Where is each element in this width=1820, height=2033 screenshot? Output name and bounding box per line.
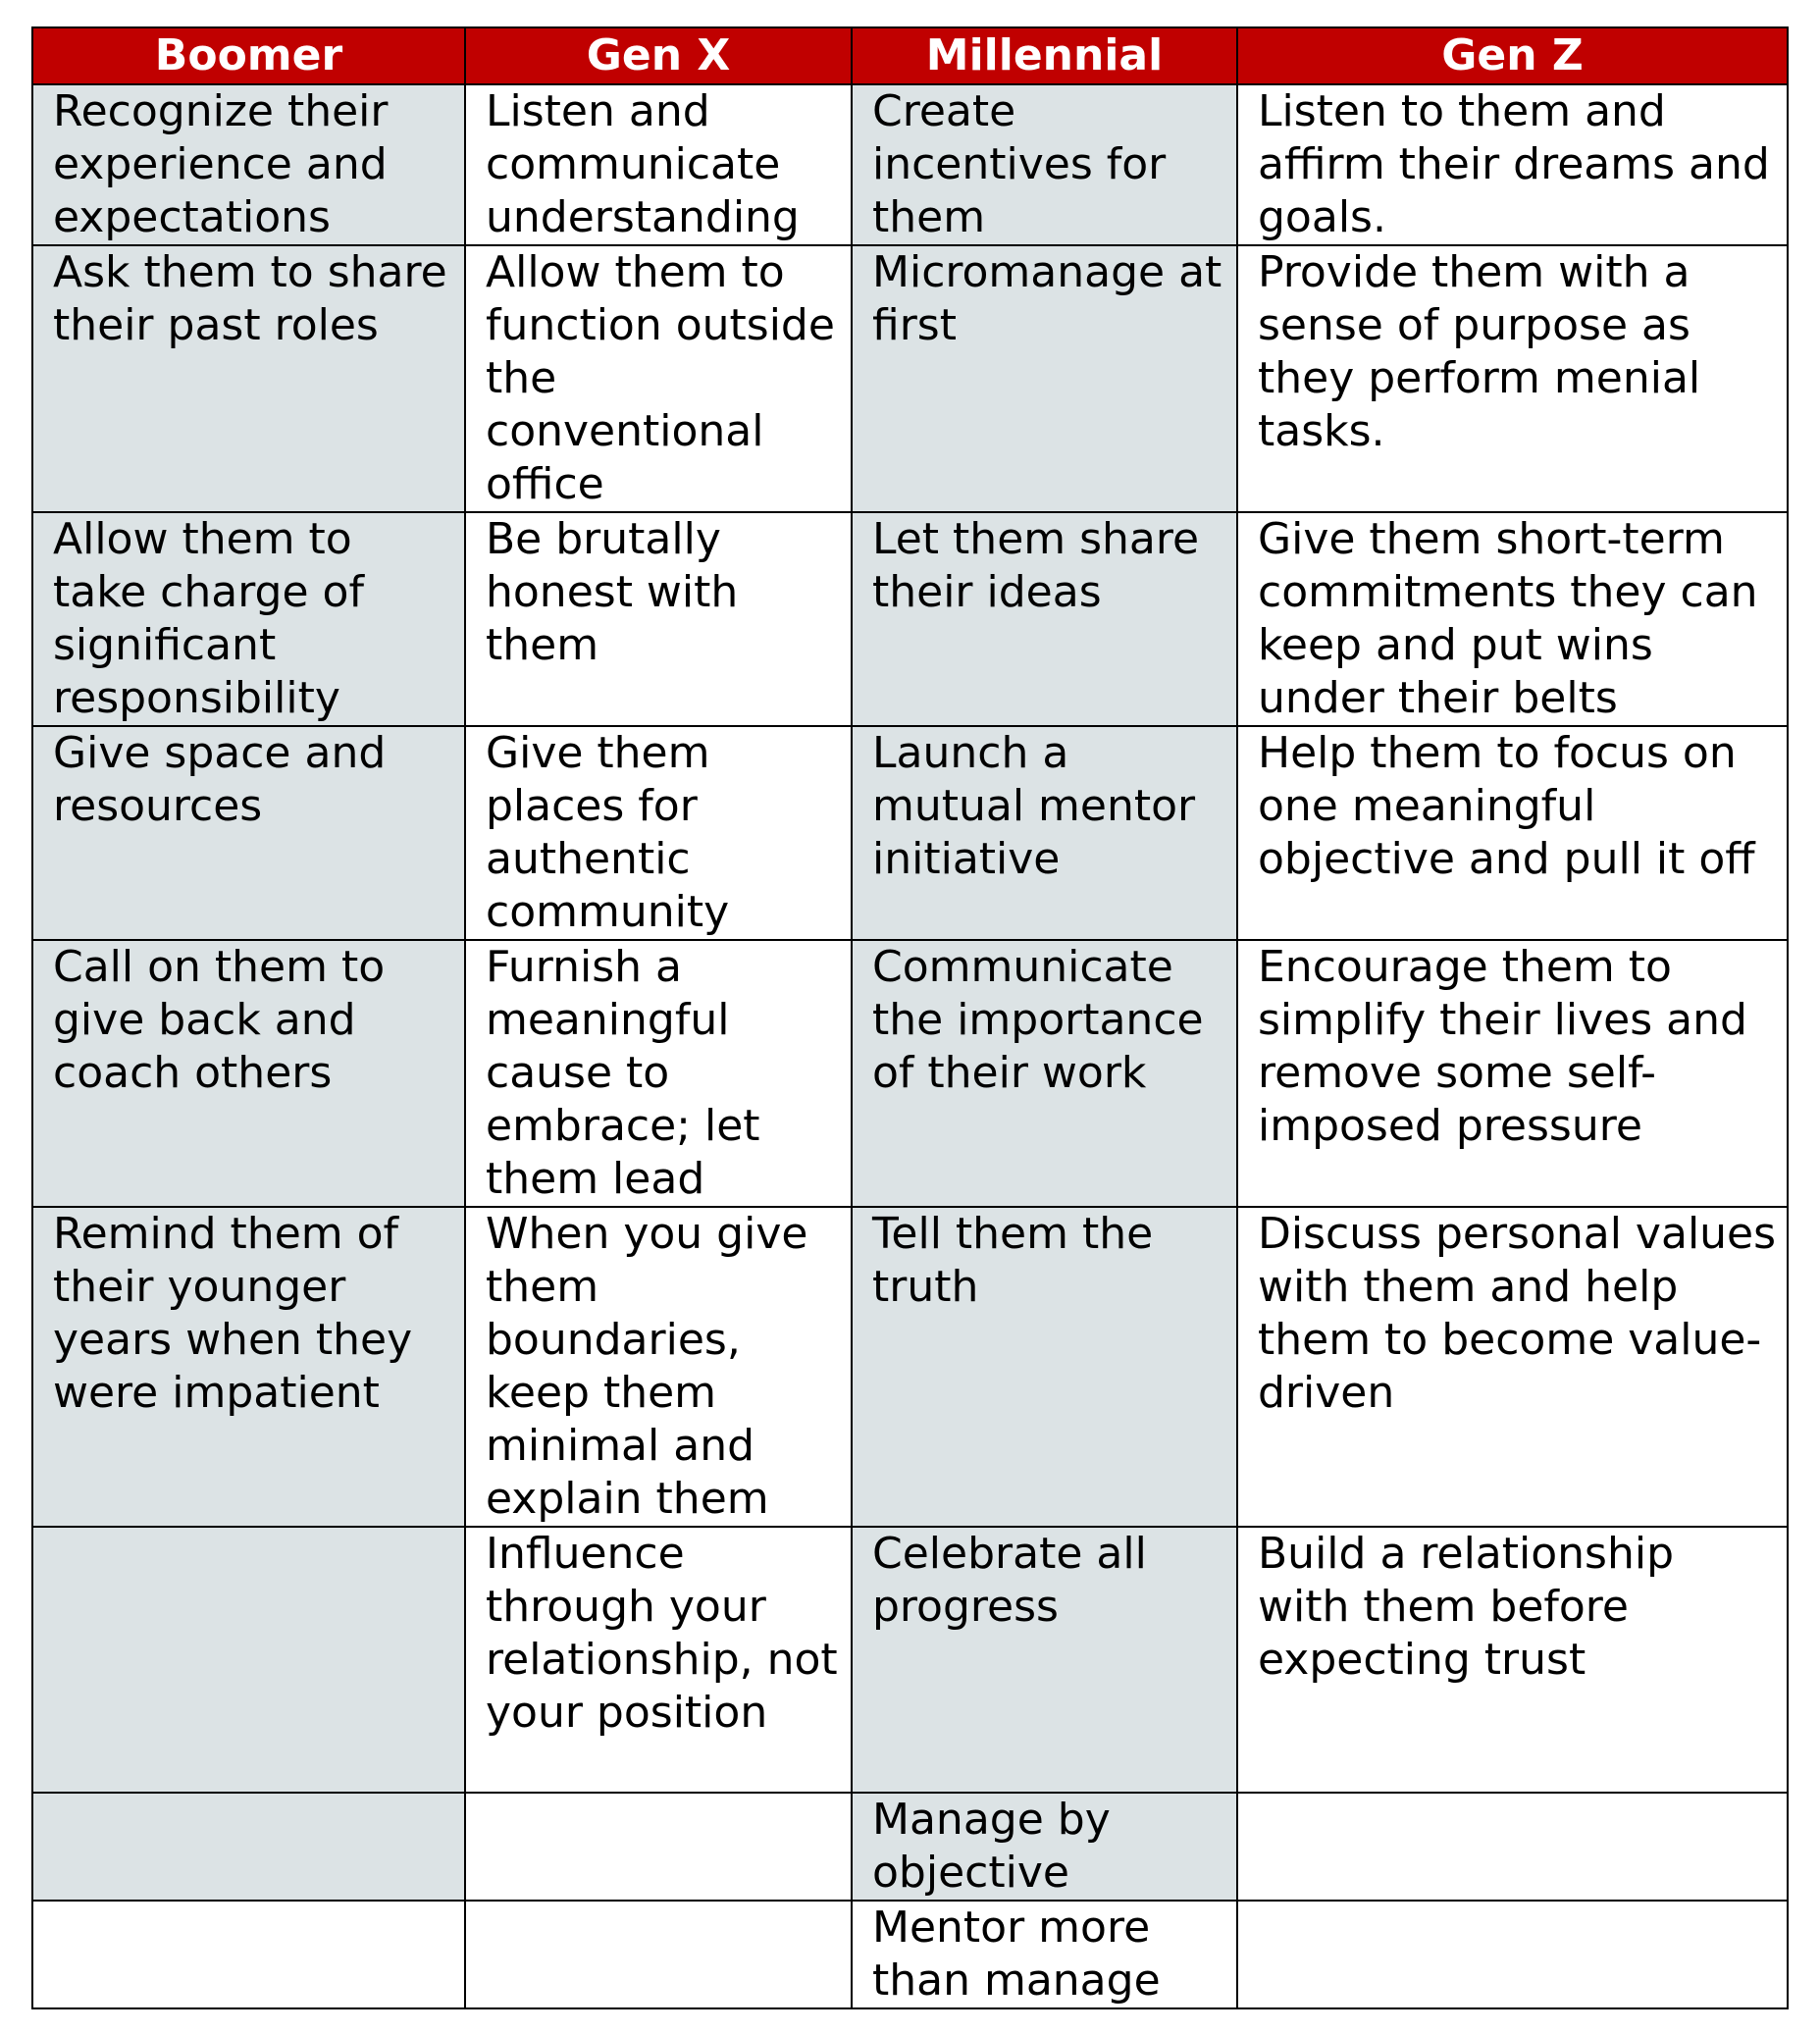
header-millennial: Millennial	[852, 27, 1237, 84]
table-row	[32, 84, 1788, 245]
cell-boomer	[32, 1793, 465, 1901]
table-row	[32, 940, 1788, 1207]
cell-millennial: Tell them the truth	[852, 1207, 1237, 1527]
cell-gen-z: Build a relationship with them before expecting trust	[1237, 1527, 1788, 1793]
table-row	[32, 1207, 1788, 1527]
cell-millennial: Manage by objective	[852, 1793, 1237, 1901]
cell-gen-z: Listen to them and affirm their dreams and goals.	[1237, 84, 1788, 245]
header-boomer: Boomer	[32, 27, 465, 84]
cell-gen-z: Encourage them to simplify their lives and remove some self-imposed pressure	[1237, 940, 1788, 1207]
cell-millennial: Celebrate all progress	[852, 1527, 1237, 1793]
cell-gen-x: Give them places for authentic community	[465, 726, 852, 940]
cell-gen-z	[1237, 1793, 1788, 1901]
table-row	[32, 1527, 1788, 1793]
table-row	[32, 1793, 1788, 1901]
cell-gen-z: Discuss personal values with them and help them to become value-driven	[1237, 1207, 1788, 1527]
generation-table	[31, 26, 1789, 2009]
cell-millennial: Create incentives for them	[852, 84, 1237, 245]
cell-gen-x: Furnish a meaningful cause to embrace; let them lead	[465, 940, 852, 1207]
cell-millennial: Communicate the importance of their work	[852, 940, 1237, 1207]
cell-boomer: Ask them to share their past roles	[32, 245, 465, 512]
cell-gen-x: Allow them to function outside the conventional office	[465, 245, 852, 512]
table-row	[32, 512, 1788, 726]
cell-boomer: Call on them to give back and coach others	[32, 940, 465, 1207]
table-row	[32, 245, 1788, 512]
cell-gen-z	[1237, 1901, 1788, 2008]
cell-gen-x: When you give them boundaries, keep them minimal and explain them	[465, 1207, 852, 1527]
cell-gen-x	[465, 1793, 852, 1901]
cell-boomer	[32, 1527, 465, 1793]
cell-boomer: Allow them to take charge of significant responsibility	[32, 512, 465, 726]
cell-boomer: Give space and resources	[32, 726, 465, 940]
cell-gen-x: Listen and communicate understanding	[465, 84, 852, 245]
cell-boomer: Recognize their experience and expectations	[32, 84, 465, 245]
cell-gen-x: Be brutally honest with them	[465, 512, 852, 726]
table-row	[32, 1901, 1788, 2008]
header-row	[32, 27, 1788, 84]
cell-gen-x	[465, 1901, 852, 2008]
cell-millennial: Launch a mutual mentor initiative	[852, 726, 1237, 940]
cell-boomer	[32, 1901, 465, 2008]
cell-gen-z: Provide them with a sense of purpose as they perform menial tasks.	[1237, 245, 1788, 512]
cell-boomer: Remind them of their younger years when they were impatient	[32, 1207, 465, 1527]
header-gen-z: Gen Z	[1237, 27, 1788, 84]
header-gen-x: Gen X	[465, 27, 852, 84]
cell-millennial: Let them share their ideas	[852, 512, 1237, 726]
cell-gen-z: Give them short-term commitments they can keep and put wins under their belts	[1237, 512, 1788, 726]
table-row	[32, 726, 1788, 940]
cell-gen-z: Help them to focus on one meaningful objective and pull it off	[1237, 726, 1788, 940]
cell-millennial: Mentor more than manage	[852, 1901, 1237, 2008]
cell-gen-x: Influence through your relationship, not your position	[465, 1527, 852, 1793]
cell-millennial: Micromanage at first	[852, 245, 1237, 512]
